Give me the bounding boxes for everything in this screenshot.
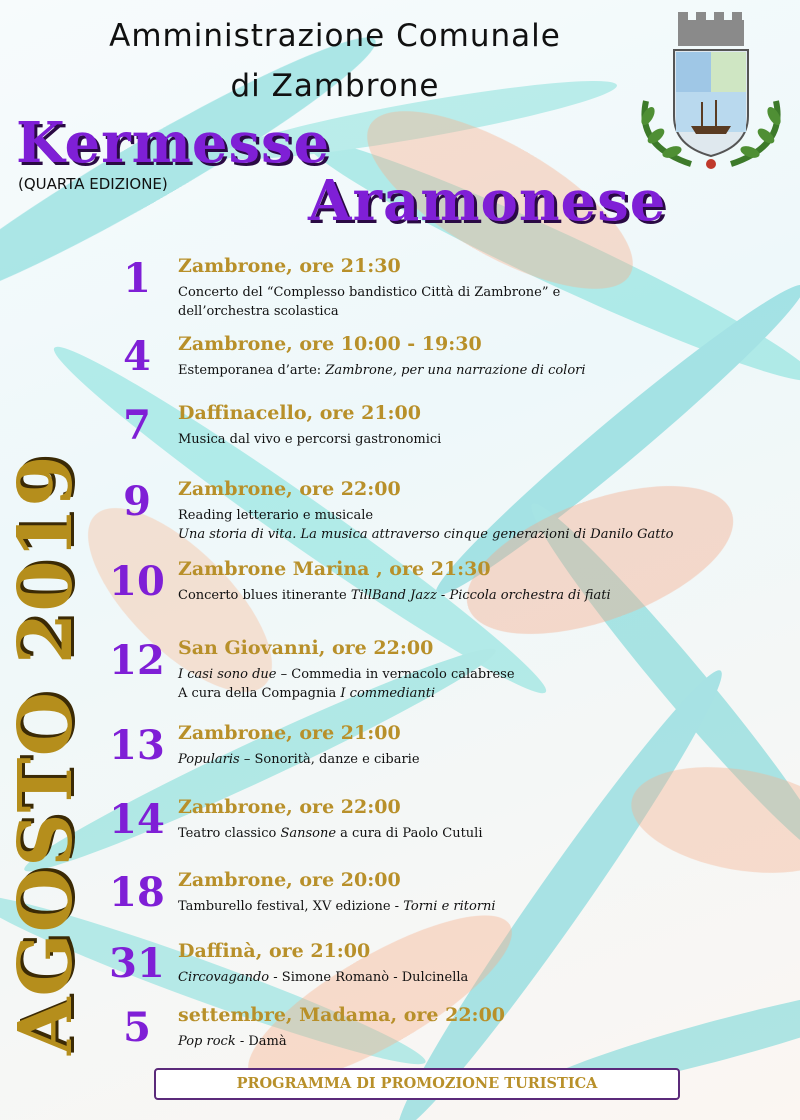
event-place-time: Zambrone, ore 22:00 [178, 796, 401, 818]
event-place-time: Zambrone, ore 10:00 - 19:30 [178, 333, 482, 355]
description-text: I commedianti [340, 686, 436, 701]
description-text: A cura della Compagnia [178, 686, 341, 701]
event-item [100, 255, 790, 325]
description-text: - Damà [235, 1034, 287, 1049]
description-text: Estemporanea d’arte: [178, 363, 326, 378]
event-description [178, 432, 441, 447]
description-text: Circovagando [178, 970, 270, 985]
description-text: - Simone Romanò - Dulcinella [269, 970, 469, 985]
event-description [178, 508, 373, 523]
event-day: 4 [123, 333, 151, 380]
event-place-time: Zambrone, ore 22:00 [178, 478, 401, 500]
event-day: 9 [123, 478, 151, 525]
description-text: Teatro classico [178, 826, 281, 841]
event-description [178, 363, 586, 378]
event-description [178, 304, 339, 319]
event-item [100, 478, 790, 548]
description-text: Una storia di vita. La musica attraverso cinque generazioni di Danilo Gatto [178, 527, 674, 542]
event-day: 1 [123, 255, 151, 302]
event-day: 13 [109, 722, 165, 769]
description-text: Piccola orchestra di fiati [449, 588, 611, 603]
description-text: Concerto blues itinerante [178, 588, 351, 603]
event-item [100, 722, 790, 792]
description-text: Concerto del “Complesso bandistico Città di Zambrone” e [178, 285, 561, 300]
description-text: - [436, 588, 450, 603]
event-item [100, 796, 790, 866]
event-place-time: Zambrone, ore 20:00 [178, 869, 401, 891]
description-text: I casi sono due [178, 667, 277, 682]
edition-label: (QUARTA EDIZIONE) [18, 175, 168, 193]
description-text: Popularis [178, 752, 240, 767]
event-item [100, 869, 790, 939]
description-text: Sansone [280, 826, 337, 841]
tourism-program-banner: PROGRAMMA DI PROMOZIONE TURISTICA [154, 1068, 680, 1100]
event-item [100, 402, 790, 472]
event-place-time: Daffinà, ore 21:00 [178, 940, 371, 962]
event-title-line-2: Aramonese [308, 168, 667, 234]
event-place-time: Daffinacello, ore 21:00 [178, 402, 422, 424]
event-place-time: Zambrone Marina , ore 21:30 [178, 558, 491, 580]
description-text: dell’orchestra scolastica [178, 304, 339, 319]
municipality-name: di Zambrone [230, 68, 440, 104]
event-item [100, 940, 790, 1010]
month-banner: AGOSTO 2019 [3, 454, 89, 1055]
event-place-time: Zambrone, ore 21:30 [178, 255, 401, 277]
event-day: 10 [109, 558, 165, 605]
event-day: 5 [123, 1004, 151, 1051]
event-description [178, 686, 435, 701]
event-place-time: San Giovanni, ore 22:00 [178, 637, 434, 659]
description-text: Tamburello festival, XV edizione - [178, 899, 404, 914]
event-description [178, 667, 515, 682]
event-day: 18 [109, 869, 165, 916]
event-description [178, 1034, 287, 1049]
event-description [178, 588, 611, 603]
event-day: 7 [123, 402, 151, 449]
event-description [178, 826, 483, 841]
description-text: TillBand Jazz [350, 588, 437, 603]
description-text: Zambrone, per una narrazione di colori [325, 363, 586, 378]
event-item [100, 637, 790, 707]
administration-title: Amministrazione Comunale [109, 18, 561, 54]
event-description [178, 970, 468, 985]
event-item [100, 558, 790, 628]
description-text: – Commedia in vernacolo calabrese [276, 667, 515, 682]
event-description [178, 527, 674, 542]
event-description [178, 899, 496, 914]
description-text: Pop rock [178, 1034, 236, 1049]
event-place-time: settembre, Madama, ore 22:00 [178, 1004, 506, 1026]
event-place-time: Zambrone, ore 21:00 [178, 722, 401, 744]
description-text: a cura di Paolo Cutuli [336, 826, 483, 841]
event-day: 14 [109, 796, 165, 843]
event-day: 12 [109, 637, 165, 684]
municipal-coat-of-arms [636, 6, 786, 176]
event-day: 31 [109, 940, 165, 987]
description-text: – Sonorità, danze e cibarie [239, 752, 420, 767]
event-item [100, 1004, 790, 1074]
description-text: Musica dal vivo e percorsi gastronomici [178, 432, 442, 447]
description-text: Torni e ritorni [403, 899, 496, 914]
event-item [100, 333, 790, 403]
event-description [178, 285, 560, 300]
description-text: Reading letterario e musicale [178, 508, 374, 523]
event-description [178, 752, 420, 767]
event-title-line-1: Kermesse [16, 110, 331, 176]
